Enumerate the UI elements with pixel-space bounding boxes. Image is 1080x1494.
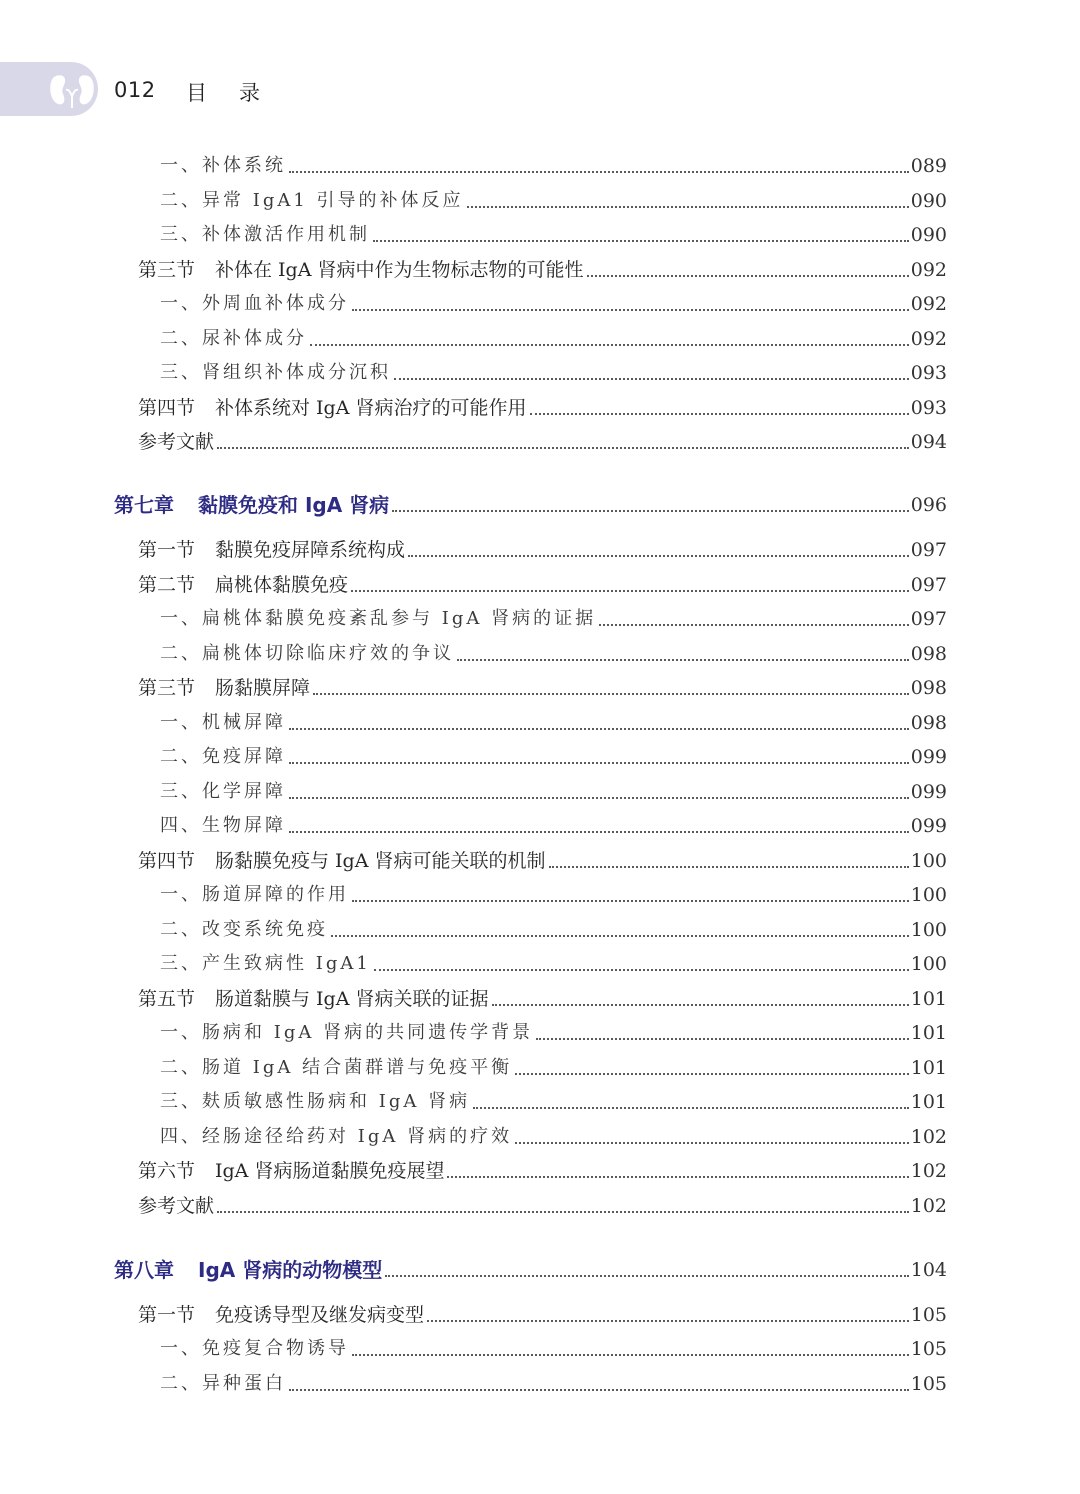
toc-item-row [160, 744, 947, 770]
toc-section-row [138, 986, 947, 1012]
leader-dots [515, 1142, 909, 1144]
toc-item-title: 三、肾组织补体成分沉积 [160, 362, 391, 383]
toc-section-label: 第五节 [138, 988, 196, 1010]
leader-dots [351, 590, 909, 592]
toc-item-row [160, 360, 947, 386]
leader-dots [289, 1389, 909, 1391]
toc-section-row [138, 1302, 947, 1328]
toc-item-row [160, 1124, 947, 1150]
leader-dots [352, 1354, 909, 1356]
leader-dots [331, 935, 909, 937]
toc-item-title: 一、外周血补体成分 [160, 293, 349, 314]
toc-page-number: 092 [910, 293, 947, 315]
toc-page-number: 098 [910, 677, 947, 699]
toc-chapter-title: IgA 肾病的动物模型 [198, 1258, 383, 1282]
toc-section-label: 第三节 [138, 259, 196, 281]
toc-item-row [160, 1336, 947, 1362]
toc-page-number: 098 [910, 712, 947, 734]
toc-item-title: 二、扁桃体切除临床疗效的争议 [160, 643, 454, 664]
toc-section-title: 补体系统对 IgA 肾病治疗的可能作用 [215, 397, 527, 419]
toc-section-row [138, 429, 947, 455]
leader-dots [392, 510, 909, 512]
leader-dots [599, 624, 909, 626]
toc-item-title: 三、麸质敏感性肠病和 IgA 肾病 [160, 1091, 471, 1112]
toc-section-label: 第一节 [138, 539, 196, 561]
toc-item-row [160, 1020, 947, 1046]
toc-page-number: 096 [910, 494, 947, 516]
toc-item-title: 四、经肠途径给药对 IgA 肾病的疗效 [160, 1126, 513, 1147]
leader-dots [217, 447, 909, 449]
toc-section-title: 肠道黏膜与 IgA 肾病关联的证据 [215, 988, 489, 1010]
toc-section-title: IgA 肾病肠道黏膜免疫展望 [215, 1160, 445, 1182]
leader-dots [289, 762, 909, 764]
toc-section-row [138, 537, 947, 563]
toc-section-label: 第四节 [138, 850, 196, 872]
toc-section-title: 参考文献 [138, 1195, 215, 1217]
leader-dots [289, 728, 909, 730]
running-title: 目录 [186, 81, 292, 105]
leader-dots [352, 900, 909, 902]
toc-page-number: 105 [910, 1338, 947, 1360]
toc-page-number: 092 [910, 328, 947, 350]
toc-page-number: 101 [910, 988, 947, 1010]
leader-dots [310, 344, 909, 346]
toc-page-number: 097 [910, 539, 947, 561]
toc-item-title: 一、补体系统 [160, 155, 286, 176]
toc-item-row [160, 710, 947, 736]
toc-item-title: 一、肠道屏障的作用 [160, 884, 349, 905]
toc-page-number: 090 [910, 224, 947, 246]
toc-page-number: 094 [910, 431, 947, 453]
toc-chapter-row [114, 1257, 947, 1283]
leader-dots [313, 693, 909, 695]
toc-page-number: 093 [910, 397, 947, 419]
kidney-logo-icon [48, 70, 96, 110]
toc-section-label: 第二节 [138, 574, 196, 596]
toc-item-title: 二、免疫屏障 [160, 746, 286, 767]
toc-page-number: 100 [910, 884, 947, 906]
toc-item-row [160, 951, 947, 977]
toc-section-title: 补体在 IgA 肾病中作为生物标志物的可能性 [215, 259, 584, 281]
leader-dots [587, 275, 909, 277]
toc-page-number: 093 [910, 362, 947, 384]
toc-item-row [160, 917, 947, 943]
toc-section-row [138, 1158, 947, 1184]
toc-page-number: 099 [910, 746, 947, 768]
toc-page-number: 102 [910, 1195, 947, 1217]
toc-item-row [160, 291, 947, 317]
toc-page-number: 100 [910, 953, 947, 975]
page-number: 012 [114, 78, 156, 102]
toc-page-number: 097 [910, 608, 947, 630]
toc-item-title: 二、肠道 IgA 结合菌群谱与免疫平衡 [160, 1057, 513, 1078]
toc-page-number: 100 [910, 919, 947, 941]
toc-page-number: 089 [910, 155, 947, 177]
toc-page-number: 098 [910, 643, 947, 665]
leader-dots [536, 1038, 909, 1040]
leader-dots [289, 171, 909, 173]
toc-page-number: 100 [910, 850, 947, 872]
toc-section-row [138, 257, 947, 283]
toc-page-number: 101 [910, 1091, 947, 1113]
toc-section-title: 扁桃体黏膜免疫 [215, 574, 349, 596]
toc-section-title: 参考文献 [138, 431, 215, 453]
toc-item-row [160, 1371, 947, 1397]
toc-item-title: 二、异常 IgA1 引导的补体反应 [160, 190, 464, 211]
toc-item-title: 三、化学屏障 [160, 781, 286, 802]
toc-page-number: 099 [910, 815, 947, 837]
leader-dots [457, 659, 909, 661]
leader-dots [408, 555, 909, 557]
leader-dots [427, 1320, 909, 1322]
toc-item-title: 一、机械屏障 [160, 712, 286, 733]
leader-dots [447, 1176, 908, 1178]
toc-item-title: 一、扁桃体黏膜免疫紊乱参与 IgA 肾病的证据 [160, 608, 597, 629]
toc-section-label: 第六节 [138, 1160, 196, 1182]
toc-item-row [160, 1089, 947, 1115]
toc-page-number: 105 [910, 1304, 947, 1326]
toc-section-title: 肠黏膜屏障 [215, 677, 311, 699]
leader-dots [373, 240, 909, 242]
leader-dots [492, 1004, 909, 1006]
leader-dots [352, 309, 909, 311]
toc-item-row [160, 188, 947, 214]
toc-item-row [160, 222, 947, 248]
toc-section-label: 第四节 [138, 397, 196, 419]
toc-page-number: 105 [910, 1373, 947, 1395]
toc-item-row [160, 153, 947, 179]
leader-dots [289, 831, 909, 833]
toc-page-number: 099 [910, 781, 947, 803]
leader-dots [394, 378, 909, 380]
leader-dots [374, 969, 909, 971]
toc-section-label: 第一节 [138, 1304, 196, 1326]
leader-dots [217, 1211, 909, 1213]
toc-section-title: 免疫诱导型及继发病变型 [215, 1304, 425, 1326]
toc-item-title: 四、生物屏障 [160, 815, 286, 836]
toc-item-title: 二、改变系统免疫 [160, 919, 328, 940]
toc-item-title: 二、尿补体成分 [160, 328, 307, 349]
toc-page-number: 102 [910, 1126, 947, 1148]
toc-item-row [160, 641, 947, 667]
leader-dots [473, 1107, 909, 1109]
toc-section-row [138, 395, 947, 421]
toc-item-row [160, 882, 947, 908]
leader-dots [530, 413, 909, 415]
toc-section-row [138, 1193, 947, 1219]
leader-dots [289, 797, 909, 799]
toc-item-row [160, 813, 947, 839]
toc-item-row [160, 779, 947, 805]
toc-section-title: 黏膜免疫屏障系统构成 [215, 539, 406, 561]
toc-item-title: 一、免疫复合物诱导 [160, 1338, 349, 1359]
toc-chapter-label: 第七章 [114, 493, 174, 517]
toc-section-title: 肠黏膜免疫与 IgA 肾病可能关联的机制 [215, 850, 546, 872]
toc-item-title: 三、产生致病性 IgA1 [160, 953, 371, 974]
toc-chapter-row [114, 492, 947, 518]
toc-page-number: 102 [910, 1160, 947, 1182]
toc-page-number: 097 [910, 574, 947, 596]
toc-item-row [160, 1055, 947, 1081]
leader-dots [515, 1073, 909, 1075]
toc-item-title: 一、肠病和 IgA 肾病的共同遗传学背景 [160, 1022, 534, 1043]
leader-dots [385, 1275, 909, 1277]
toc-item-row [160, 606, 947, 632]
toc-item-row [160, 326, 947, 352]
toc-section-row [138, 675, 947, 701]
toc-page-number: 101 [910, 1057, 947, 1079]
toc-page-number: 104 [910, 1259, 947, 1281]
toc-section-row [138, 572, 947, 598]
toc-section-label: 第三节 [138, 677, 196, 699]
toc-section-row [138, 848, 947, 874]
toc-chapter-title: 黏膜免疫和 IgA 肾病 [198, 493, 390, 517]
toc-item-title: 二、异种蛋白 [160, 1373, 286, 1394]
toc-page-number: 092 [910, 259, 947, 281]
toc-item-title: 三、补体激活作用机制 [160, 224, 370, 245]
toc-chapter-label: 第八章 [114, 1258, 174, 1282]
leader-dots [467, 206, 909, 208]
toc-page-number: 101 [910, 1022, 947, 1044]
toc-page-number: 090 [910, 190, 947, 212]
leader-dots [549, 866, 909, 868]
